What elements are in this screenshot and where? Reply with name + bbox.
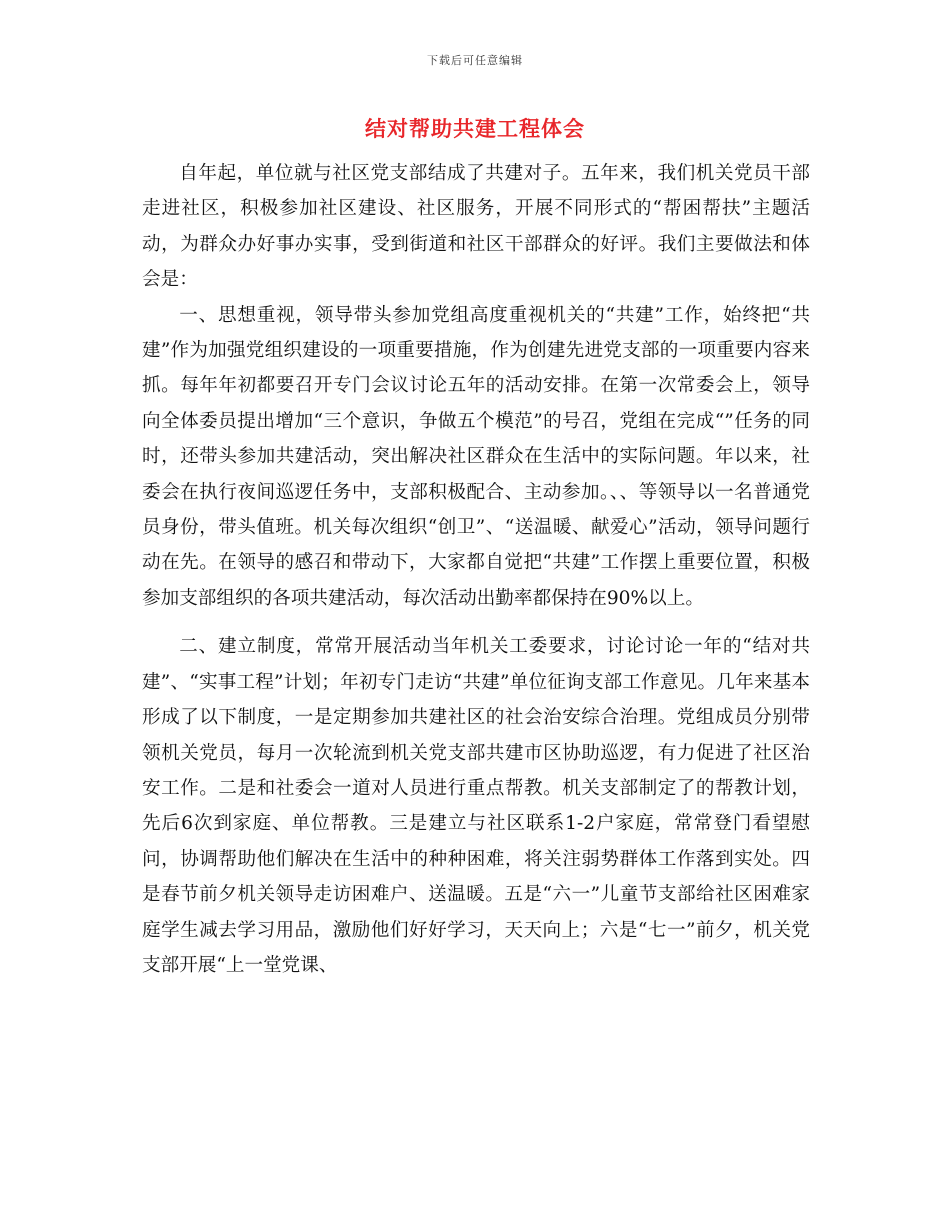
paragraph-section-2: 二、建立制度，常常开展活动当年机关工委要求，讨论讨论一年的“结对共建”、“实事工程”计划；年初专门走访“共建”单位征询支部工作意见。几年来基本形成了以下制度，一是定期参加共建社区的社会治安综合治理。党组成员分别带领机关党员，每月一次轮流到机关党支部共建市区协助巡逻，有力促进了社区治安工作。二是和社委会一道对人员进行重点帮教。机关支部制定了的帮教计划，先后6次到家庭、单位帮教。三是建立与社区联系1-2户家庭，常常登门看望慰问，协调帮助他们解决在生活中的种种困难，将关注弱势群体工作落到实处。四是春节前夕机关领导走访困难户、送温暖。五是“六一”儿童节支部给社区困难家庭学生减去学习用品，激励他们好好学习，天天向上；六是“七一”前夕，机关党支部开展“上一堂党课、 [142,636,810,976]
document-title: 结对帮助共建工程体会 [365,117,585,141]
paragraph-section-1: 一、思想重视，领导带头参加党组高度重视机关的“共建”工作，始终把“共建”作为加强党组织建设的一项重要措施，作为创建先进党支部的一项重要内容来抓。每年年初都要召开专门会议讨论五年的活动安排。在第一次常委会上，领导向全体委员提出增加“三个意识，争做五个模范”的号召，党组在完成“”任务的同时，还带头参加共建活动，突出解决社区群众在生活中的实际问题。年以来，社委会在执行夜间巡逻任务中，支部积极配合、主动参加。、、等领导以一名普通党员身份，带头值班。机关每次组织“创卫”、“送温暖、献爱心”活动，领导问题行动在先。在领导的感召和带动下，大家都自觉把“共建”工作摆上重要位置，积极参加支部组织的各项共建活动，每次活动出勤率都保持在90%以上。 [142,304,810,609]
page-header: 下载后可任意编辑 [427,54,523,67]
document-body [142,156,810,983]
paragraph-intro: 自年起，单位就与社区党支部结成了共建对子。五年来，我们机关党员干部走进社区，积极参加社区建设、社区服务，开展不同形式的“帮困帮扶”主题活动，为群众办好事办实事，受到街道和社区干部群众的好评。我们主要做法和体会是： [142,163,810,291]
